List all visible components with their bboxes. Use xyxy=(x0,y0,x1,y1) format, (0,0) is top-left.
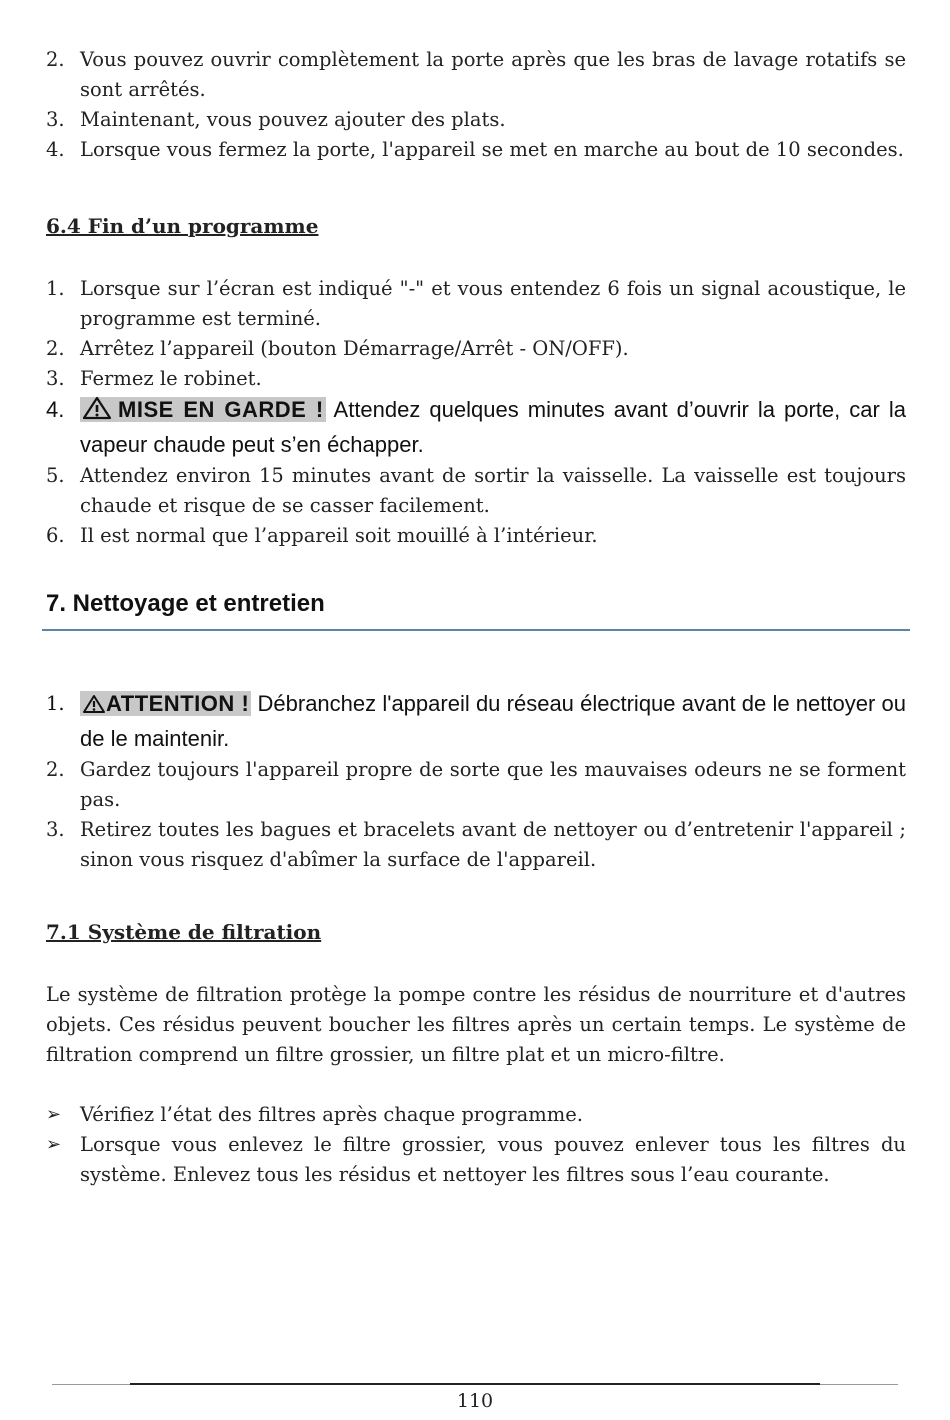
list-item xyxy=(46,521,906,551)
list-item xyxy=(46,105,906,135)
list-number: 3. xyxy=(46,367,65,390)
list-number: 1. xyxy=(46,277,65,300)
filtration-paragraph: Le système de filtration protège la pompe contre les résidus de nourriture et d'autres objets. Ces résidus peuvent boucher les filtres après un certain temps. Le système de filtration comprend un filtre grossier, un filtre plat et un micro-filtre. xyxy=(46,983,906,1066)
bullet-text: Vérifiez l’état des filtres après chaque programme. xyxy=(80,1103,584,1126)
warning-label: MISE EN GARDE ! xyxy=(80,397,326,422)
list-number: 4. xyxy=(46,397,65,422)
warning-triangle-icon xyxy=(82,691,106,723)
list-item xyxy=(46,755,906,815)
bullet-text: Lorsque vous enlevez le filtre grossier, vous pouvez enlever tous les filtres du système. Enlevez tous les résidus et nettoyer les filtres sous l’eau courante. xyxy=(80,1133,906,1186)
list-text: Arrêtez l’appareil (bouton Démarrage/Arrêt - ON/OFF). xyxy=(80,337,629,360)
list-text: Retirez toutes les bagues et bracelets avant de nettoyer ou d’entretenir l'appareil ; sinon vous risquez d'abîmer la surface de l'appareil. xyxy=(80,818,906,871)
list-number: 3. xyxy=(46,108,65,131)
list-text: Lorsque vous fermez la porte, l'appareil se met en marche au bout de 10 secondes. xyxy=(80,138,904,161)
list-number: 4. xyxy=(46,138,65,161)
warning-text: Attendez quelques minutes avant d’ouvrir la porte, car la vapeur chaude peut s’en échapper. xyxy=(80,397,906,457)
warning-triangle-icon xyxy=(82,396,112,429)
list-item xyxy=(46,364,906,394)
continued-list xyxy=(46,45,906,165)
section-heading-7: 7. Nettoyage et entretien xyxy=(46,590,325,617)
list-text: Attendez environ 15 minutes avant de sortir la vaisselle. La vaisselle est toujours chaude et risque de se casser facilement. xyxy=(80,464,906,517)
attention-item xyxy=(46,688,906,755)
footer-divider-accent xyxy=(130,1383,820,1385)
subsection-heading-6-4: 6.4 Fin d’un programme xyxy=(46,214,319,238)
cleaning-list xyxy=(46,688,906,875)
list-number: 6. xyxy=(46,524,65,547)
list-item xyxy=(46,334,906,364)
attention-label: ATTENTION ! xyxy=(80,691,251,716)
bullet-item xyxy=(46,1100,906,1130)
end-of-program-list xyxy=(46,274,906,551)
list-text: Lorsque sur l’écran est indiqué "-" et vous entendez 6 fois un signal acoustique, le programme est terminé. xyxy=(80,277,906,330)
attention-text: Débranchez l'appareil du réseau électrique avant de le nettoyer ou de le maintenir. xyxy=(80,691,906,751)
list-number: 3. xyxy=(46,818,65,841)
list-item xyxy=(46,45,906,105)
section-divider xyxy=(42,629,910,631)
list-item xyxy=(46,135,906,165)
filtration-bullets xyxy=(46,1100,906,1190)
list-number: 1. xyxy=(46,692,65,715)
arrow-bullet-icon: ➢ xyxy=(46,1104,62,1125)
list-item xyxy=(46,815,906,875)
list-text: Vous pouvez ouvrir complètement la porte après que les bras de lavage rotatifs se sont arrêtés. xyxy=(80,48,906,101)
arrow-bullet-icon: ➢ xyxy=(46,1134,62,1155)
list-number: 2. xyxy=(46,758,65,781)
list-text: Gardez toujours l'appareil propre de sorte que les mauvaises odeurs ne se forment pas. xyxy=(80,758,906,811)
page-number: 110 xyxy=(456,1390,494,1412)
bullet-item xyxy=(46,1130,906,1190)
list-text: Maintenant, vous pouvez ajouter des plats. xyxy=(80,108,506,131)
list-item xyxy=(46,274,906,334)
list-text: Fermez le robinet. xyxy=(80,367,262,390)
list-number: 5. xyxy=(46,464,65,487)
list-item xyxy=(46,461,906,521)
warning-item xyxy=(46,394,906,461)
list-number: 2. xyxy=(46,48,65,71)
subsection-heading-7-1: 7.1 Système de filtration xyxy=(46,920,322,944)
list-number: 2. xyxy=(46,337,65,360)
list-text: Il est normal que l’appareil soit mouillé à l’intérieur. xyxy=(80,524,598,547)
